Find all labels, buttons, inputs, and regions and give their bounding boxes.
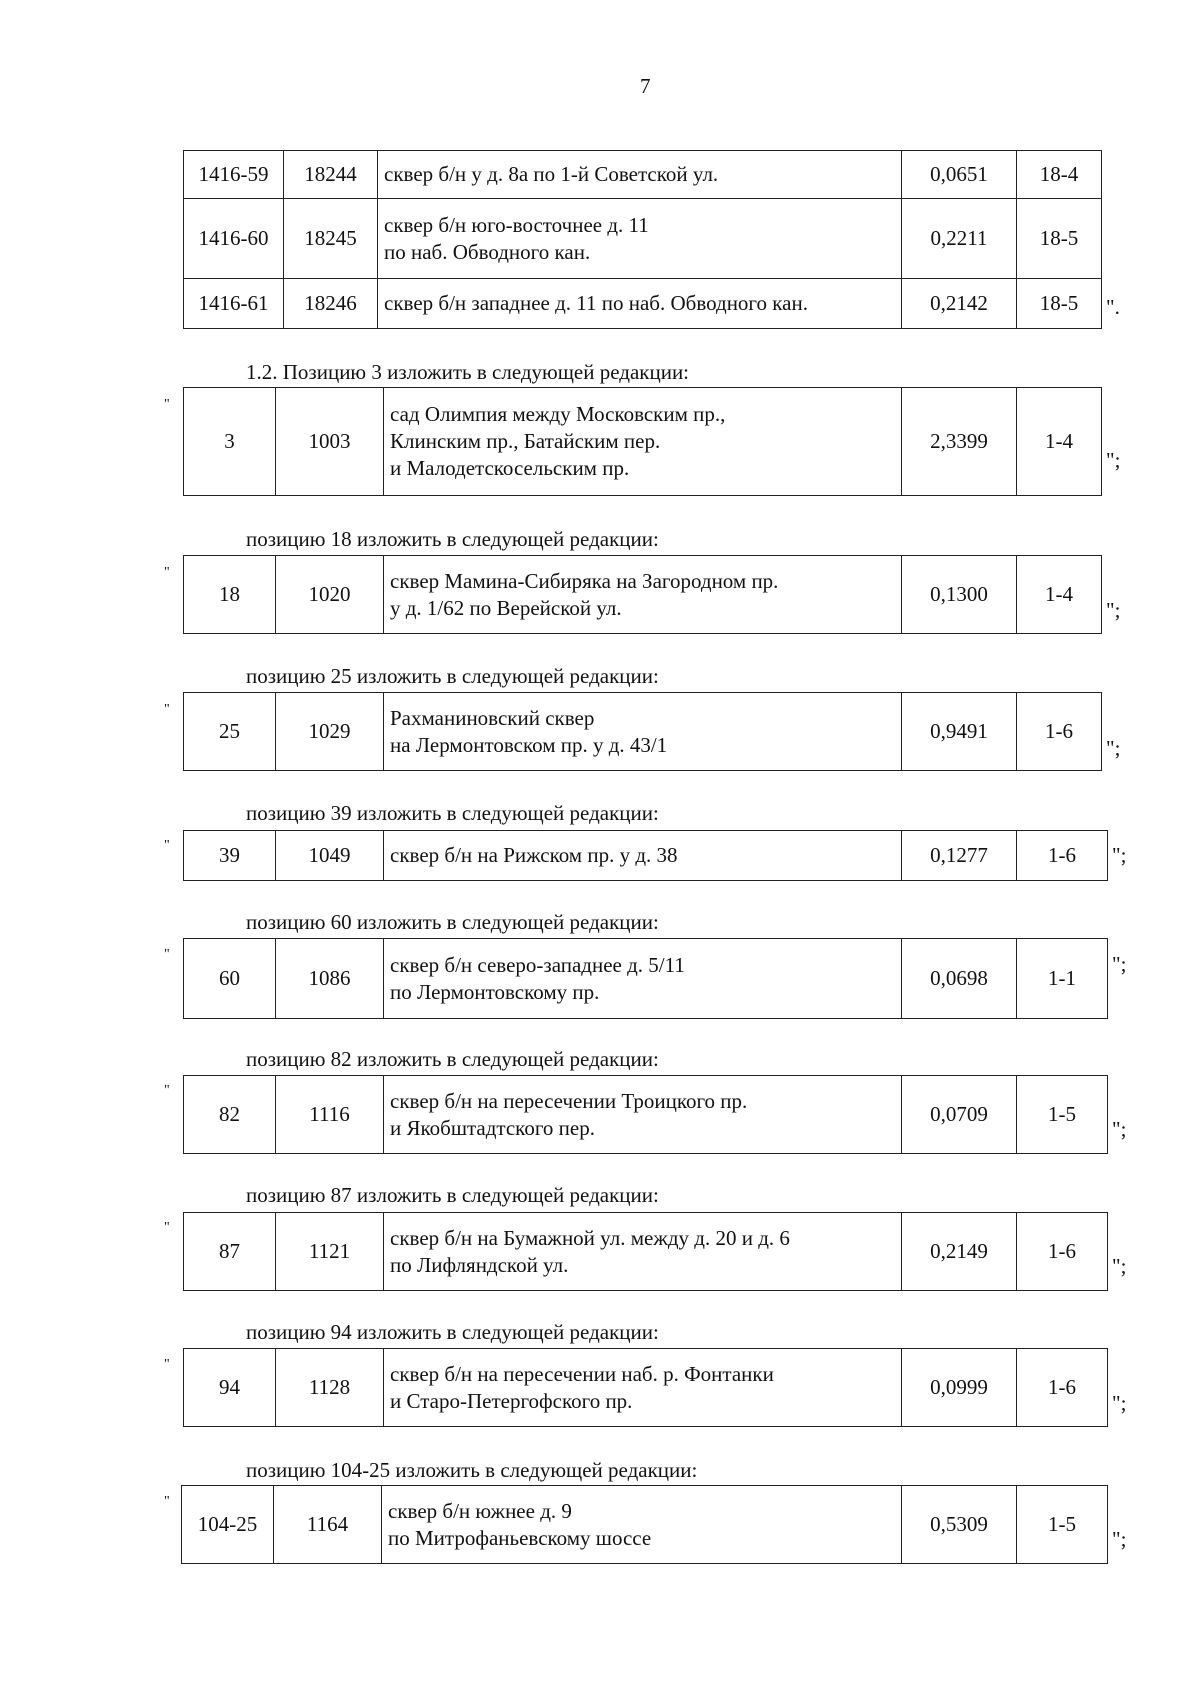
opening-quote: " <box>164 947 170 962</box>
description-line: и Малодетскосельским пр. <box>390 456 630 480</box>
object-zone: 1-6 <box>1017 1349 1108 1427</box>
object-zone: 1-5 <box>1017 1486 1108 1564</box>
opening-quote: " <box>164 1357 170 1372</box>
table-row <box>184 199 1102 279</box>
description-line: сквер б/н северо-западнее д. 5/11 <box>390 952 685 977</box>
table-row <box>184 1213 1108 1291</box>
object-area: 0,2211 <box>902 199 1017 279</box>
object-description <box>378 151 902 199</box>
object-code: 1116 <box>276 1076 384 1154</box>
section-heading: позицию 39 изложить в следующей редакции: <box>246 801 659 825</box>
closing-quote: "; <box>1112 1391 1127 1415</box>
opening-quote: " <box>164 565 170 580</box>
page-number: 7 <box>640 74 651 98</box>
section-heading: позицию 18 изложить в следующей редакции: <box>246 527 659 551</box>
description-line: у д. 1/62 по Верейской ул. <box>390 595 622 620</box>
section-heading: позицию 87 изложить в следующей редакции: <box>246 1183 659 1207</box>
opening-quote: " <box>164 1494 170 1509</box>
section-heading: позицию 104-25 изложить в следующей редакции: <box>246 1458 698 1482</box>
object-code: 18244 <box>284 151 378 199</box>
position-number: 94 <box>184 1349 276 1427</box>
closing-quote: ". <box>1106 295 1120 319</box>
object-code: 1128 <box>276 1349 384 1427</box>
object-zone: 18-5 <box>1017 279 1102 329</box>
position-number: 3 <box>184 388 276 496</box>
table-row <box>184 939 1108 1019</box>
object-zone: 1-6 <box>1017 1213 1108 1291</box>
object-area: 0,1300 <box>902 556 1017 634</box>
position-table <box>183 1212 1108 1291</box>
object-area: 0,2142 <box>902 279 1017 329</box>
description-line: сквер б/н на пересечении наб. р. Фонтанки <box>390 1361 774 1386</box>
object-zone: 18-4 <box>1017 151 1102 199</box>
description-line: Клинским пр., Батайским пер. <box>390 429 661 453</box>
closing-quote: "; <box>1112 1254 1127 1278</box>
object-area: 0,2149 <box>902 1213 1017 1291</box>
object-area: 0,1277 <box>902 831 1017 881</box>
description-line: сквер б/н у д. 8а по 1-й Советской ул. <box>384 162 719 186</box>
position-table <box>183 387 1102 496</box>
object-zone: 1-1 <box>1017 939 1108 1019</box>
position-number: 25 <box>184 693 276 771</box>
position-number: 87 <box>184 1213 276 1291</box>
opening-quote: " <box>164 1083 170 1098</box>
description-line: по Лермонтовскому пр. <box>390 979 600 1004</box>
description-line: сад Олимпия между Московским пр., <box>390 402 726 426</box>
object-description <box>384 693 902 771</box>
closing-quote: "; <box>1112 843 1127 867</box>
object-code: 18245 <box>284 199 378 279</box>
object-description <box>384 939 902 1019</box>
description-line: сквер б/н на Рижском пр. у д. 38 <box>390 843 678 867</box>
description-line: сквер б/н на Бумажной ул. между д. 20 и д. 6 <box>390 1225 790 1250</box>
object-description <box>384 556 902 634</box>
description-line: сквер Мамина-Сибиряка на Загородном пр. <box>390 568 779 593</box>
position-table <box>183 830 1108 881</box>
table-row <box>184 1349 1108 1427</box>
position-number: 1416-61 <box>184 279 284 329</box>
object-code: 1029 <box>276 693 384 771</box>
position-number: 104-25 <box>182 1486 274 1564</box>
description-line: сквер б/н юго-восточнее д. 11 <box>384 212 649 237</box>
object-zone: 1-5 <box>1017 1076 1108 1154</box>
position-number: 18 <box>184 556 276 634</box>
description-line: и Якобштадтского пер. <box>390 1115 595 1140</box>
object-description <box>384 1213 902 1291</box>
position-table <box>183 555 1102 634</box>
object-code: 1003 <box>276 388 384 496</box>
section-heading: 1.2. Позицию 3 изложить в следующей редакции: <box>246 360 690 384</box>
closing-quote: "; <box>1112 1527 1127 1551</box>
description-line: Рахманиновский сквер <box>390 705 595 730</box>
object-area: 0,0709 <box>902 1076 1017 1154</box>
object-code: 18246 <box>284 279 378 329</box>
object-description <box>384 1076 902 1154</box>
object-zone: 1-4 <box>1017 556 1102 634</box>
description-line: и Старо-Петергофского пр. <box>390 1388 633 1413</box>
position-table <box>183 692 1102 771</box>
closing-quote: "; <box>1106 598 1121 622</box>
table-row <box>184 1076 1108 1154</box>
closing-quote: "; <box>1112 952 1127 976</box>
position-number: 1416-60 <box>184 199 284 279</box>
object-area: 0,9491 <box>902 693 1017 771</box>
table-row <box>184 556 1102 634</box>
object-description <box>384 1349 902 1427</box>
table-continuation <box>183 150 1102 329</box>
section-heading: позицию 60 изложить в следующей редакции: <box>246 910 659 934</box>
position-table <box>181 1485 1108 1564</box>
table-row <box>184 831 1108 881</box>
table-row <box>184 151 1102 199</box>
table-row <box>184 693 1102 771</box>
description-line: сквер б/н западнее д. 11 по наб. Обводного кан. <box>384 291 808 315</box>
object-description <box>378 199 902 279</box>
object-description <box>384 388 902 496</box>
position-number: 82 <box>184 1076 276 1154</box>
description-line: по Лифляндской ул. <box>390 1252 569 1277</box>
object-zone: 1-6 <box>1017 831 1108 881</box>
object-code: 1086 <box>276 939 384 1019</box>
description-line: сквер б/н на пересечении Троицкого пр. <box>390 1088 748 1113</box>
object-zone: 18-5 <box>1017 199 1102 279</box>
position-number: 1416-59 <box>184 151 284 199</box>
object-zone: 1-4 <box>1017 388 1102 496</box>
section-heading: позицию 94 изложить в следующей редакции: <box>246 1320 659 1344</box>
opening-quote: " <box>164 838 170 853</box>
closing-quote: "; <box>1106 448 1121 472</box>
object-code: 1164 <box>274 1486 382 1564</box>
opening-quote: " <box>164 397 170 412</box>
object-description <box>384 831 902 881</box>
position-table <box>183 1075 1108 1154</box>
position-table <box>183 938 1108 1019</box>
position-number: 39 <box>184 831 276 881</box>
position-number: 60 <box>184 939 276 1019</box>
object-area: 0,5309 <box>902 1486 1017 1564</box>
table-row <box>182 1486 1108 1564</box>
closing-quote: "; <box>1112 1117 1127 1141</box>
object-code: 1121 <box>276 1213 384 1291</box>
object-area: 0,0698 <box>902 939 1017 1019</box>
table-row <box>184 388 1102 496</box>
section-heading: позицию 25 изложить в следующей редакции: <box>246 664 659 688</box>
object-area: 2,3399 <box>902 388 1017 496</box>
table-row <box>184 279 1102 329</box>
description-line: на Лермонтовском пр. у д. 43/1 <box>390 732 668 757</box>
description-line: по наб. Обводного кан. <box>384 239 591 264</box>
opening-quote: " <box>164 1220 170 1235</box>
object-description <box>382 1486 902 1564</box>
opening-quote: " <box>164 702 170 717</box>
object-description <box>378 279 902 329</box>
section-heading: позицию 82 изложить в следующей редакции: <box>246 1047 659 1071</box>
object-code: 1020 <box>276 556 384 634</box>
description-line: сквер б/н южнее д. 9 <box>388 1498 572 1523</box>
object-area: 0,0651 <box>902 151 1017 199</box>
description-line: по Митрофаньевскому шоссе <box>388 1525 652 1550</box>
object-zone: 1-6 <box>1017 693 1102 771</box>
object-area: 0,0999 <box>902 1349 1017 1427</box>
position-table <box>183 1348 1108 1427</box>
object-code: 1049 <box>276 831 384 881</box>
closing-quote: "; <box>1106 736 1121 760</box>
